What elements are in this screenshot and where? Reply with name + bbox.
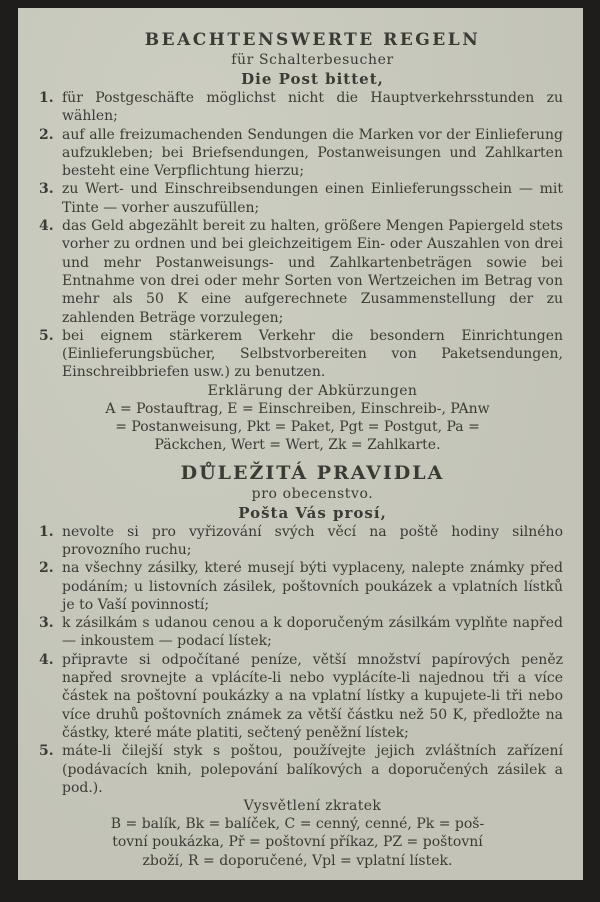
- rule-text: máte-li čilejší styk s poštou, používejte jejich zvláštních zařízení (podávacích knih, polepování balíkových a doporučených zásilek a pod.).: [62, 743, 563, 796]
- rule-item: [39, 614, 563, 651]
- rule-number: 1.: [39, 523, 54, 540]
- german-subtitle: für Schalterbesucher: [231, 52, 394, 68]
- abbr-line: zboží, R = doporučené, Vpl = vplatní lístek.: [142, 852, 453, 869]
- german-section: [39, 30, 563, 455]
- rule-text: bei eignem stärkerem Verkehr die besondern Einrichtungen (Einlieferungsbücher, Selbstvorbereiten von Paketsendungen, Einschreibbriefen usw.) zu benutzen.: [62, 327, 563, 381]
- czech-abbr-block: [32, 815, 563, 870]
- rule-text: für Postgeschäfte möglichst nicht die Hauptverkehrsstunden zu wählen;: [62, 90, 563, 125]
- czech-abbr-heading: Vysvětlení zkratek: [243, 798, 382, 815]
- rule-number: 2.: [39, 560, 54, 577]
- german-title: BEACHTENSWERTE REGELN: [144, 30, 481, 50]
- german-abbr-block: [32, 400, 563, 455]
- abbr-line: Päckchen, Wert = Wert, Zk = Zahlkarte.: [154, 437, 441, 454]
- german-lead: Die Post bittet,: [241, 70, 384, 88]
- rule-item: [39, 217, 563, 327]
- rule-text: na všechny zásilky, které musejí býti vyplaceny, nalepte známky před podáním; u listovních zásilek, poštovních poukázek a vplatních lístků je to Vaší povinností;: [62, 560, 563, 613]
- rule-text: nevolte si pro vyřizování svých věcí na poště hodiny silného provozního ruchu;: [62, 523, 563, 558]
- german-rules-list: [39, 89, 563, 382]
- rule-item: [39, 180, 563, 217]
- rule-text: auf alle freizumachenden Sendungen die Marken vor der Einlieferung aufzukleben; bei Briefsendungen, Postanweisungen und Zahlkarten besteht eine Verpflichtung hierzu;: [62, 126, 563, 180]
- rule-item: [39, 523, 563, 560]
- rule-number: 5.: [39, 743, 54, 760]
- rule-item: [39, 651, 563, 742]
- rule-number: 3.: [39, 181, 54, 198]
- rule-number: 3.: [39, 615, 54, 632]
- czech-lead: Pošta Vás prosí,: [238, 503, 387, 522]
- rule-number: 2.: [39, 126, 54, 143]
- rule-number: 4.: [39, 651, 54, 668]
- rule-text: připravte si odpočítané peníze, větší množství papírových peněz napřed srovnejte a vplácíte-li nebo vyplácíte-li najednou tři a více částek na poštovní poukázky a na vplatní lístky a kupujete-li tři nebo více druhů poštovních známek za větší částku než 50 K, předložte na částky, které máte platiti, sečtený peněžní lístek;: [62, 651, 563, 741]
- rule-text: das Geld abgezählt bereit zu halten, größere Mengen Papiergeld stets vorher zu ordnen und bei gleichzeitigem Ein- oder Auszahlen von drei und mehr Postanweisungs- und Zahlkartenbeträgen sowie bei Entnahme von drei oder mehr Sorten von Wertzeichen im Betrag von mehr als 50 K eine aufgerechnete Zusammenstellung der zu zahlenden Beträge vorzulegen;: [62, 218, 563, 326]
- rule-item: [39, 89, 563, 126]
- rule-text: zu Wert- und Einschreibsendungen einen Einlieferungsschein — mit Tinte — vorher auszufüllen;: [62, 181, 563, 216]
- czech-rules-list: [39, 523, 563, 797]
- rule-number: 4.: [39, 218, 54, 235]
- rule-item: [39, 742, 563, 797]
- german-abbr-heading: Erklärung der Abkürzungen: [207, 382, 418, 399]
- abbr-line: B = balík, Bk = balíček, C = cenný, cenné, Pk = poš-: [110, 816, 485, 833]
- abbr-line: A = Postauftrag, E = Einschreiben, Einschreib-, PAnw: [105, 400, 490, 417]
- rules-card: [18, 8, 583, 880]
- czech-section: [39, 461, 563, 870]
- rule-text: k zásilkám s udanou cenou a k doporučeným zásilkám vyplňte napřed — inkoustem — podací lístek;: [62, 615, 563, 650]
- rule-item: [39, 126, 563, 181]
- rule-item: [39, 559, 563, 614]
- rule-number: 1.: [39, 90, 54, 106]
- abbr-line: = Postanweisung, Pkt = Paket, Pgt = Postgut, Pa =: [115, 419, 480, 436]
- rule-number: 5.: [39, 327, 54, 344]
- rule-item: [39, 327, 563, 382]
- czech-title: DŮLEŽITÁ PRAVIDLA: [180, 461, 445, 484]
- abbr-line: tovní poukázka, Př = poštovní příkaz, PZ = poštovní: [112, 834, 483, 851]
- czech-subtitle: pro obecenstvo.: [251, 485, 374, 502]
